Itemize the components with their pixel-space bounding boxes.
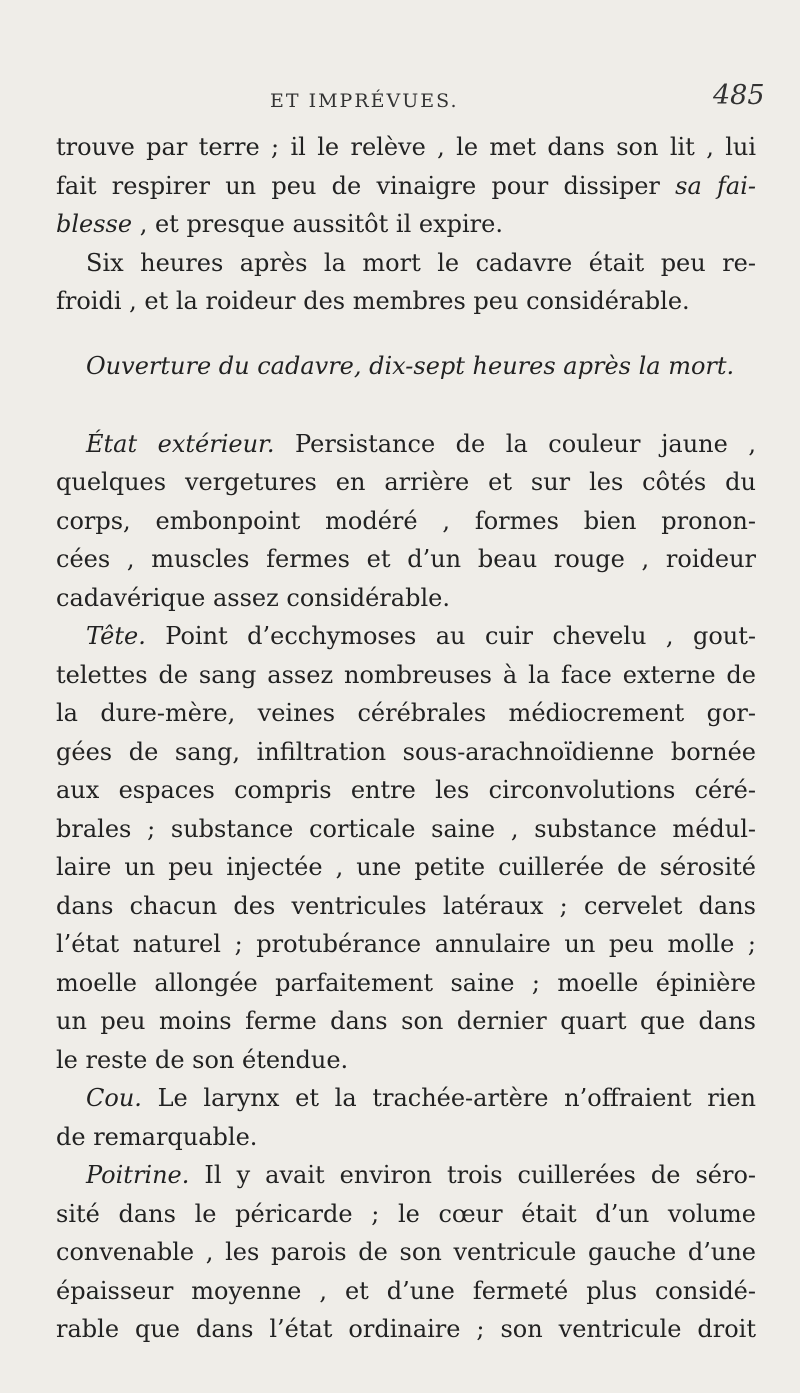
text-line [56,1195,756,1234]
text-span: épaisseur moyenne , et d’une fermeté plus considé- [56,1276,756,1305]
text-line [56,1272,756,1311]
text-span: dans chacun des ventricules latéraux ; cervelet dans [56,891,756,920]
text-line [56,540,756,579]
text-line [56,617,756,656]
text-line [56,771,756,810]
text-span: brales ; substance corticale saine , substance médul- [56,814,756,843]
text-line [56,848,756,887]
italic-span: sa fai- [675,171,757,200]
text-span: sité dans le péricarde ; le cœur était d’un volume [56,1199,756,1228]
text-span: trouve par terre ; il le relève , le met dans son lit , lui [56,133,756,161]
paragraph-tete [56,617,756,1079]
text-span: de remarquable. [56,1122,258,1151]
text-span: froidi , et la roideur des membres peu considérable. [56,287,690,315]
text-span: Point d’ecchymoses au cuir chevelu , gout- [145,622,756,650]
section-title: Ouverture du cadavre, dix-sept heures après la mort. [86,351,735,380]
text-line [56,128,756,167]
paragraph-2 [56,244,756,321]
text-span: , et presque aussitôt il expire. [132,210,503,238]
text-span: quelques vergetures en arrière et sur les côtés du [56,468,756,496]
text-span: Le larynx et la trachée-artère n’offraient rien [141,1084,756,1112]
italic-span: blesse [56,210,133,238]
body-text [56,128,756,1349]
text-span: corps, embonpoint modéré , formes bien pronon- [56,506,756,535]
text-line [56,463,756,502]
text-span: Persistance de la couleur jaune , [274,429,756,458]
text-line [56,502,756,541]
running-title: ET IMPRÉVUES. [270,90,459,112]
text-line [56,282,756,321]
text-span: le reste de son étendue. [56,1045,349,1074]
text-line [56,167,756,206]
text-line [56,733,756,772]
paragraph-etat-exterieur [56,425,756,618]
text-span: fait respirer un peu de vinaigre pour dissiper [56,171,676,200]
page-number: 485 [713,80,765,111]
text-span: Six heures après la mort le cadavre était peu re- [86,248,756,277]
text-span: Il y avait environ trois cuillerées de séro- [189,1161,756,1189]
text-line [56,1310,756,1349]
italic-label: État extérieur. [86,429,275,458]
text-line [56,205,756,244]
text-line [56,694,756,733]
text-span: rable que dans l’état ordinaire ; son ventricule droit [56,1315,756,1343]
text-span: laire un peu injectée , une petite cuillerée de sérosité [56,853,756,881]
text-line [56,1233,756,1272]
text-line [56,1002,756,1041]
italic-label: Poitrine. [86,1161,190,1189]
text-line [56,1041,756,1080]
text-line [56,1118,756,1157]
text-line [56,1156,756,1195]
text-span: cadavérique assez considérable. [56,583,450,612]
text-line [56,964,756,1003]
text-span: moelle allongée parfaitement saine ; moelle épinière [56,968,756,997]
text-span: la dure-mère, veines cérébrales médiocrement gor- [56,699,756,727]
text-span: gées de sang, infiltration sous-arachnoïdienne bornée [56,737,756,766]
italic-label: Tête. [86,622,146,650]
paragraph-poitrine [56,1156,756,1349]
text-line [56,1079,756,1118]
text-line [56,656,756,695]
text-line [56,425,756,464]
text-line [56,887,756,926]
text-line [56,810,756,849]
paragraph-1 [56,128,756,244]
text-line [56,925,756,964]
text-span: aux espaces compris entre les circonvolutions céré- [56,776,756,804]
text-span: telettes de sang assez nombreuses à la face externe de [56,660,756,689]
page-header [0,78,800,118]
text-span: cées , muscles fermes et d’un beau rouge , roideur [56,545,756,573]
text-span: convenable , les parois de son ventricule gauche d’une [56,1238,756,1266]
text-span: l’état naturel ; protubérance annulaire un peu molle ; [56,930,756,958]
text-line [56,244,756,283]
text-line [56,579,756,618]
italic-label: Cou. [86,1084,142,1112]
text-span: un peu moins ferme dans son dernier quart que dans [56,1007,756,1035]
paragraph-cou [56,1079,756,1156]
